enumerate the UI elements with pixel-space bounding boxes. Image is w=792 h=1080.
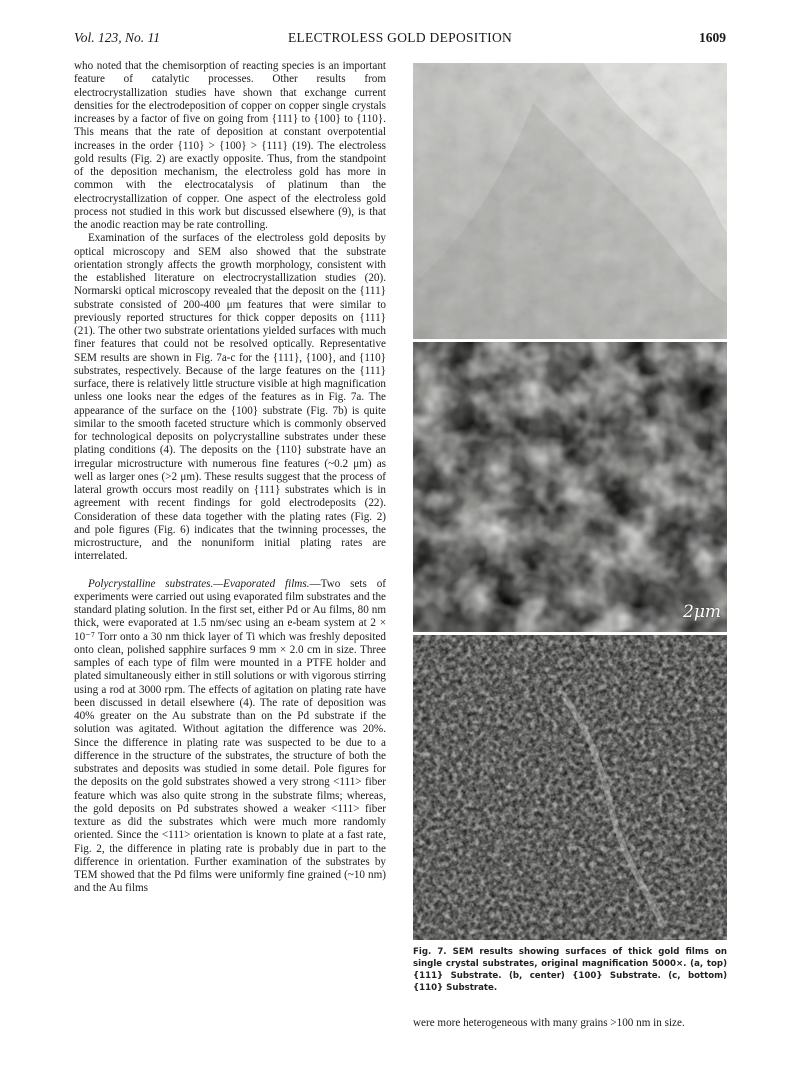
left-text-column <box>74 60 386 1050</box>
right-text-column <box>413 1017 727 1030</box>
figure-caption: Fig. 7. SEM results showing surfaces of thick gold films on single crystal substrates, original magnification 5000×. (a, top) {111} Substrate. (b, center) {100} Substrate. (c, bottom) {110} Substrate. <box>413 947 727 993</box>
body-paragraph-1: who noted that the chemisorption of reacting species is an important feature of catalytic processes. Other results from electrocrystallization studies have shown that exchange current densities for the electrodeposition of copper on copper single crystals increases by a factor of five on going from {111} to {100} to {110}. This means that the rate of deposition at constant overpotential increases in the order {110} > {100} > {111} (19). The electroless gold results (Fig. 2) are exactly opposite. Thus, from the standpoint of the deposition mechanism, the electroless gold has more in common with the electrocatalysis of platinum than the electrocrystallization of copper. One aspect of the electroless gold process not studied in this work but discussed elsewhere (9), is that the anodic reaction may be rate controlling. <box>74 60 386 231</box>
section-subheading: Polycrystalline substrates.—Evaporated films. <box>88 577 310 590</box>
sem-image-b-100 <box>413 342 727 632</box>
volume-issue: Vol. 123, No. 11 <box>74 30 161 45</box>
page-number: 1609 <box>699 30 726 45</box>
body-paragraph-2: Examination of the surfaces of the electroless gold deposits by optical microscopy and SEM also showed that the substrate orientation strongly affects the growth morphology, consistent with the established literature on electrocrystallization studies (20). Normarski optical microscopy revealed that the deposit on the {111} substrate consisted of 200-400 μm features that were similar to previously reported structures for thick copper deposits on {111} (21). The other two substrate orientations yielded surfaces with much finer features that could not be resolved optically. Representative SEM results are shown in Fig. 7a-c for the {111}, {100}, and {110} substrates, respectively. Because of the large features on the {111} surface, there is relatively little structure visible at high magnification unless one looks near the edges of the features as in Fig. 7a. The appearance of the surface on the {100} substrate (Fig. 7b) is quite similar to the smooth faceted structure which is commonly observed for technological deposits on polycrystalline substrates under these plating conditions (4). The deposits on the {110} substrate have an irregular microstructure with numerous fine features (~0.2 μm) as well as larger ones (>2 μm). These results suggest that the process of lateral growth occurs most readily on {111} substrates which is in agreement with recent findings for gold electrodeposits (22). Consideration of these data together with the plating rates (Fig. 2) and pole figures (Fig. 6) indicates that the twinning processes, the microstructure, and the nonuniform initial plating rates are interrelated. <box>74 232 386 563</box>
sem-image-c-110 <box>413 635 727 940</box>
scale-bar-label: 2μm <box>683 602 721 622</box>
continued-paragraph: were more heterogeneous with many grains >100 nm in size. <box>413 1017 685 1029</box>
figure-7 <box>413 63 727 940</box>
running-title: ELECTROLESS GOLD DEPOSITION <box>287 30 513 45</box>
paragraph-3-text: —Two sets of experiments were carried out using evaporated film substrates and the standard plating solution. In the first set, either Pd or Au films, 80 nm thick, were evaporated at 1.5 nm/sec using an e-beam system at 2 × 10⁻⁷ Torr onto a 30 nm thick layer of Ti which was freshly deposited onto clean, polished sapphire surfaces 9 mm × 2.0 cm in size. Three samples of each type of film were mounted in a PTFE holder and plated simultaneously either in still solutions or with vigorous stirring using a rod at 3000 rpm. The effects of agitation on plating rate have been discussed in detail elsewhere (4). The rate of deposition was 40% greater on the Au substrate than on the Pd substrate if the solution was agitated. Without agitation the difference was 20%. Since the difference in plating rate was suspected to be due to a difference in the structure of the substrates, the structure of both the substrates and deposits was studied in some detail. Pole figures for the deposits on the gold substrates showed a very strong <111> fiber feature which was also quite strong in the substrate films; whereas, the gold deposits on Pd substrates showed a weaker <111> fiber texture as did the substrates which were much more randomly oriented. Since the <111> orientation is known to plate at a fast rate, Fig. 2, the difference in plating rate is probably due in part to the difference in orientation. Further examination of the substrates by TEM showed that the Pd films were uniformly fine grained (~10 nm) and the Au films <box>74 577 386 895</box>
body-paragraph-3 <box>74 578 386 896</box>
sem-image-a-111 <box>413 63 727 339</box>
running-header <box>74 30 726 48</box>
